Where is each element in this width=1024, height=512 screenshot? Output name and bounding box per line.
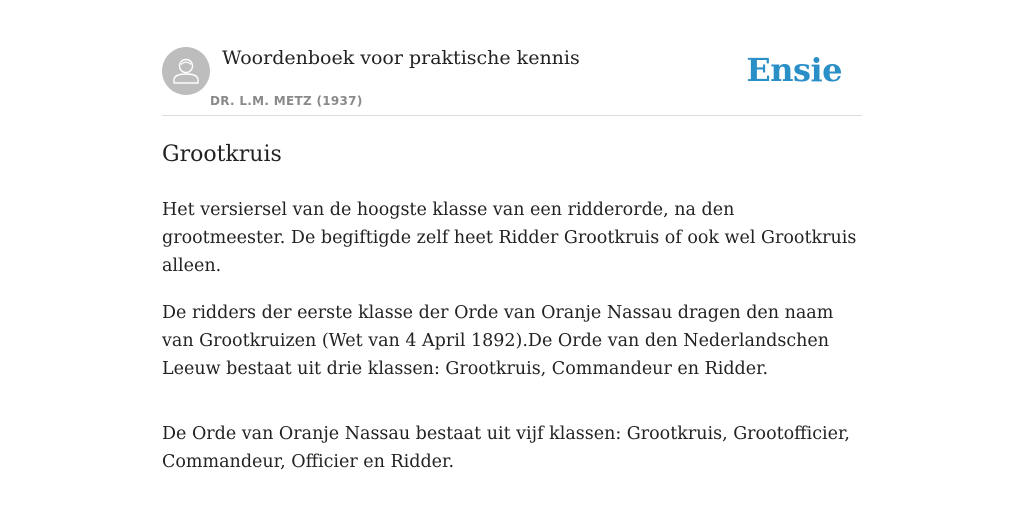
user-icon: [162, 47, 210, 95]
book-author[interactable]: DR. L.M. METZ (1937): [210, 94, 363, 108]
book-title[interactable]: Woordenboek voor praktische kennis: [222, 47, 580, 69]
paragraph-3: De Orde van Oranje Nassau bestaat uit vijf klassen: Grootkruis, Grootofficier, Commandeur, Officier en Ridder.: [162, 424, 850, 472]
book-header: [162, 40, 862, 116]
paragraph-2: De ridders der eerste klasse der Orde van Oranje Nassau dragen den naam van Grootkruizen (Wet van 4 April 1892).De Orde van den Nederlandschen Leeuw bestaat uit drie klassen: Grootkruis, Commandeur en Ridder.: [162, 303, 834, 379]
author-avatar[interactable]: [162, 47, 210, 95]
article: [162, 140, 862, 495]
entry-title: Grootkruis: [162, 142, 282, 167]
brand-logo[interactable]: Ensie: [746, 51, 842, 89]
paragraph-1: Het versiersel van de hoogste klasse van een ridderorde, na den grootmeester. De begiftigde zelf heet Ridder Grootkruis of ook wel Grootkruis alleen.: [162, 200, 857, 276]
